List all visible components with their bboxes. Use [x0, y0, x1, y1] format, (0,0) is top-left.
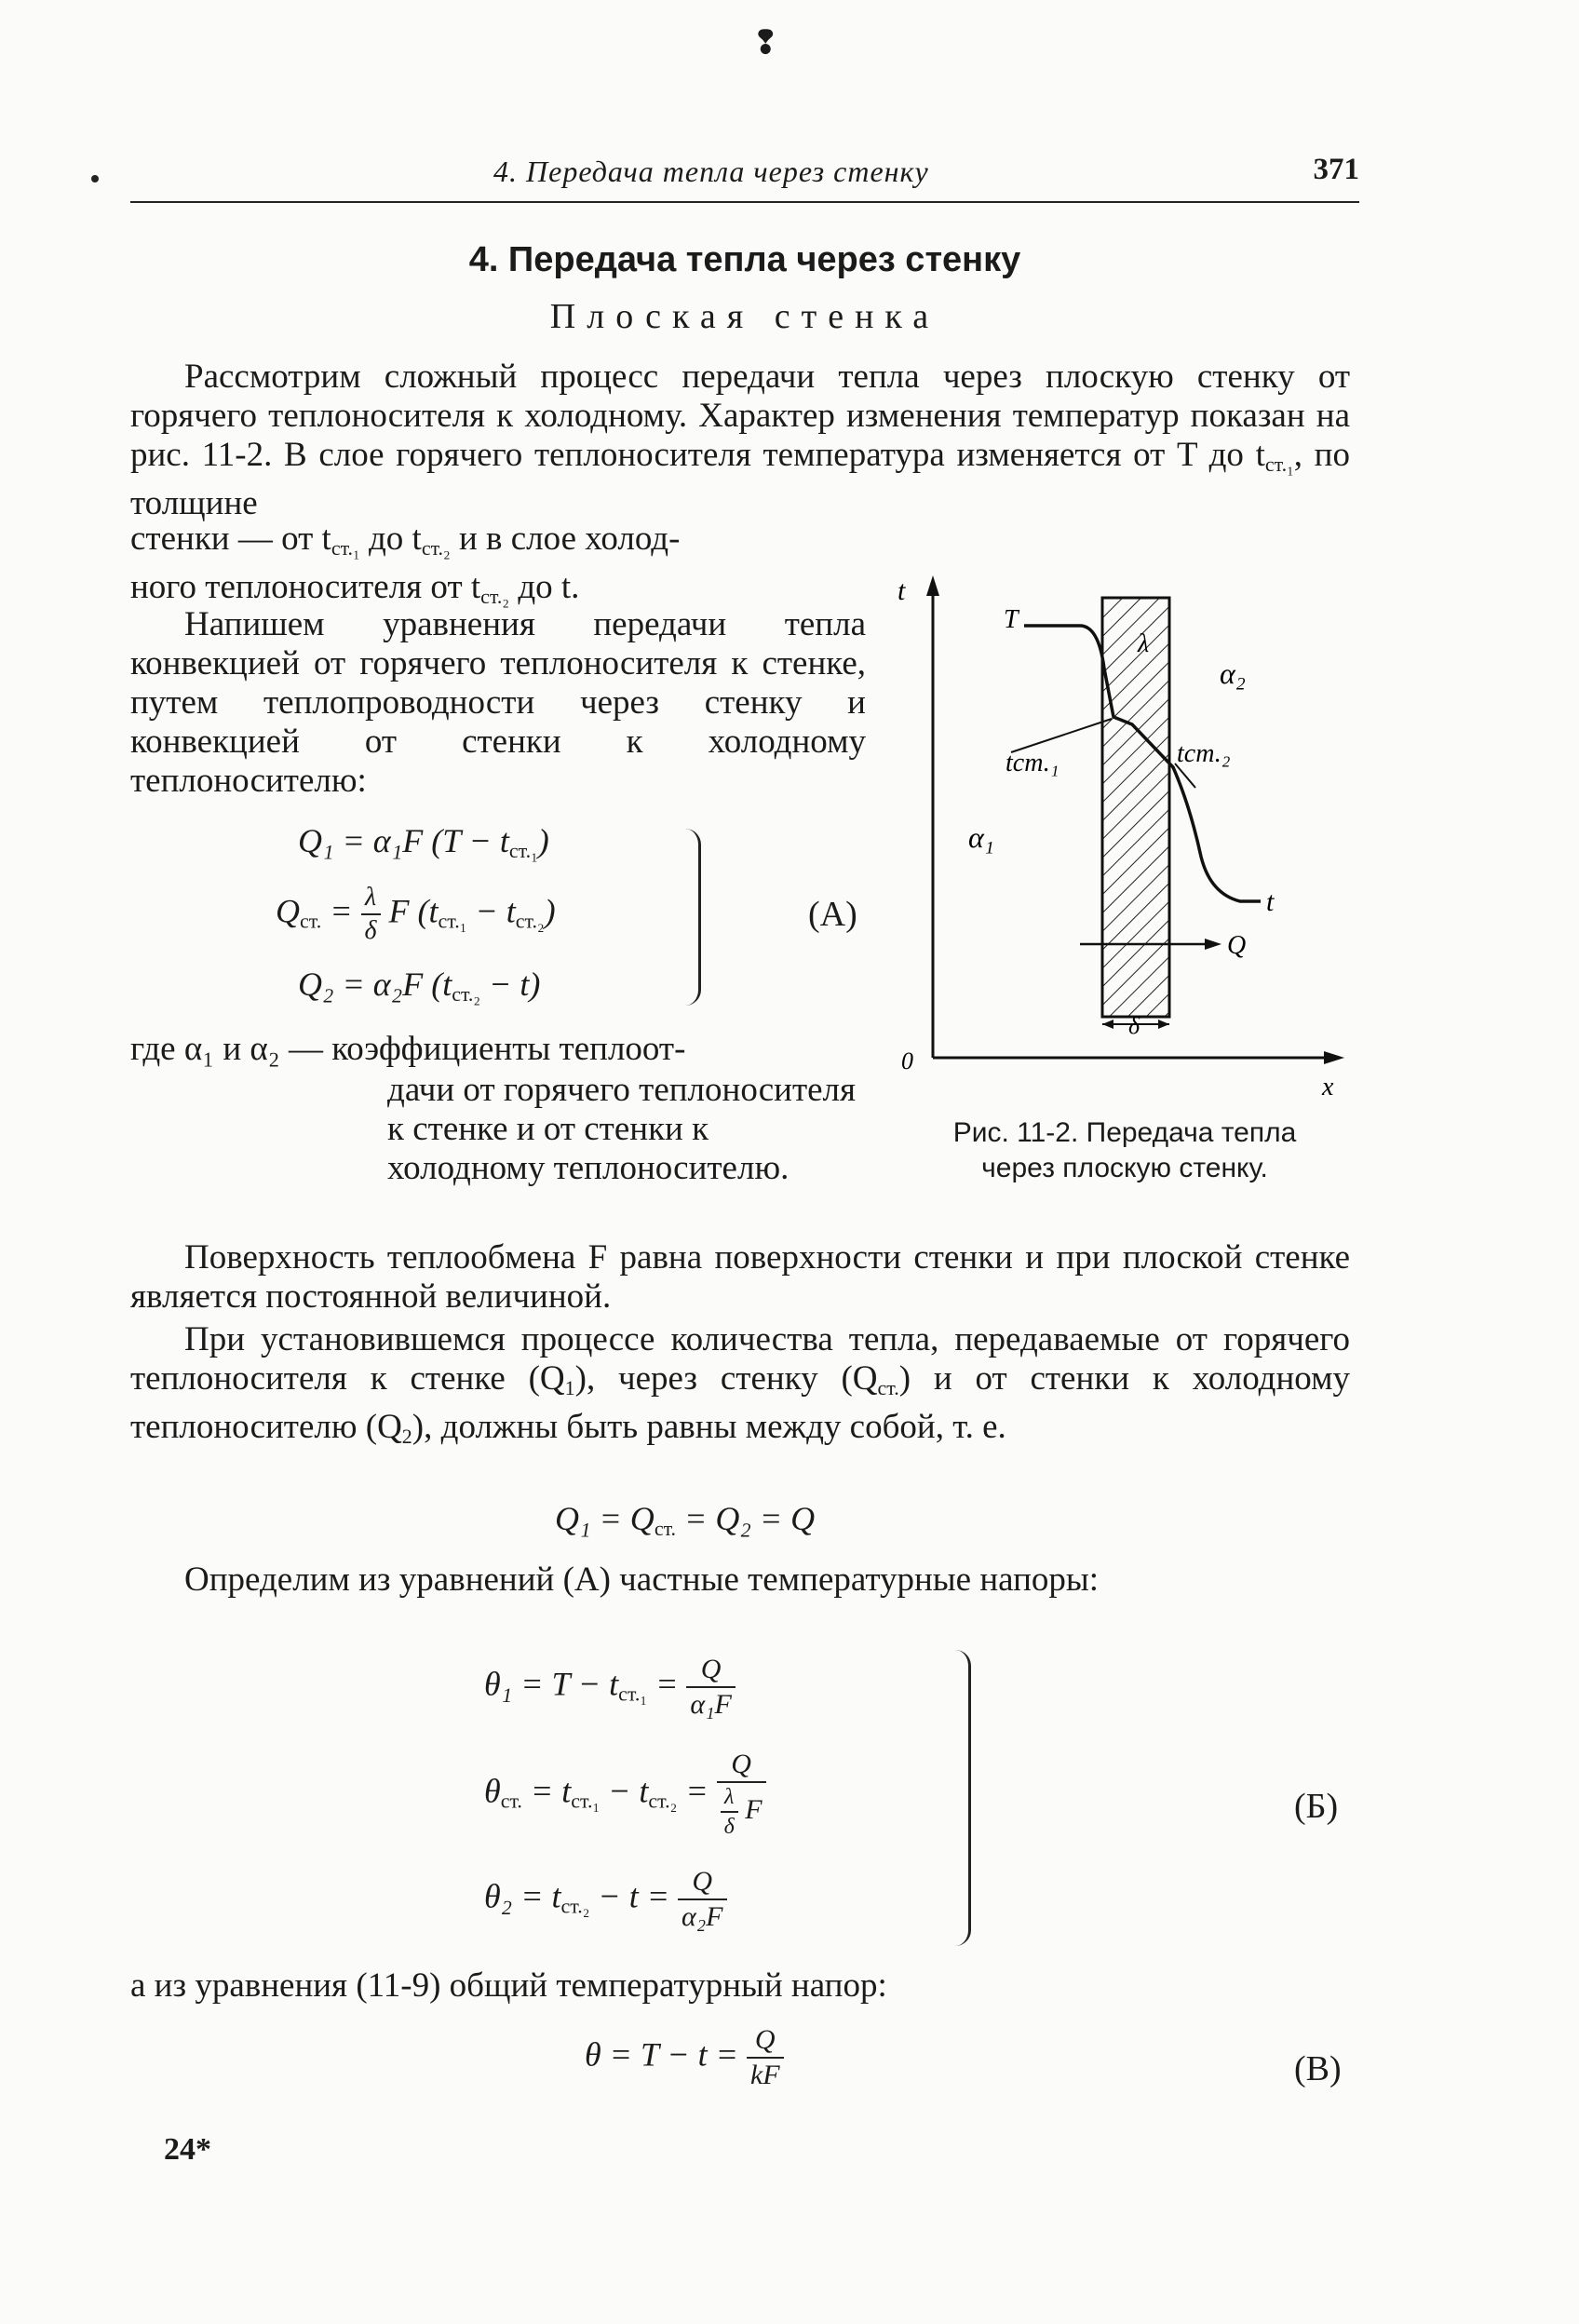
label-tst1: tст.₁ [1005, 749, 1059, 777]
margin-dot [91, 175, 99, 182]
brace-A [685, 829, 701, 1006]
where-rest: дачи от горячего теплоносителя к стенке и от стенки к холодному теплоносителю. [387, 1071, 857, 1187]
equation-theta1: $\theta_1 = T - t_{ст._1}$ = $\frac{Q}{\text{α₁F}}$ [484, 1655, 736, 1719]
label-lambda: λ [1138, 629, 1150, 658]
label-delta: δ [1128, 1012, 1140, 1039]
label-T: T [1004, 605, 1019, 634]
equation-equality: $Q_1 = Q_{ст.} = Q_2 = Q$ [555, 1500, 816, 1540]
label-alpha1: α₁ [968, 820, 994, 854]
equation-label-B: (Б) [1294, 1787, 1339, 1826]
paragraph-overall: а из уравнения (11-9) общий температурный напор: [130, 1966, 887, 2005]
equation-theta-total: θ = T − t = $\frac{Q}{kF}$ [585, 2026, 784, 2089]
equation-theta-st: $\theta_{ст.} = t_{ст._1} - t_{ст._2}$ = Q $\frac{\lambda}{\delta}$ F [484, 1750, 766, 1838]
paragraph-equations-intro: Напишем уравнения передачи тепла конвекцией от горячего теплоносителя к стенке, путем теплопроводности через стенку и конвекцией от стенки к холодному теплоносителю: [130, 605, 866, 800]
axis-x-arrow-icon [1324, 1051, 1344, 1064]
equation-label-A: (А) [808, 895, 857, 934]
section-title: 4. Передача тепла через стенку [468, 240, 1021, 279]
signature-mark: 24* [164, 2132, 211, 2167]
brace-B [955, 1650, 971, 1946]
paragraph-intro: Рассмотрим сложный процесс передачи тепла через плоскую стенку от горячего теплоносителя к холодному. Характер изменения температур показан на рис. 11-2. В слое горячего теплоносителя температура изменяется от T до $t_{ст._1}$, по толщине [130, 358, 1350, 522]
running-head [130, 149, 1359, 203]
where-lead: где α₁ и α₂ — коэффициенты теплоот- [130, 1030, 686, 1068]
paragraph-determine: Определим из уравнений (А) частные температурные напоры: [184, 1561, 1100, 1599]
delta-arrow-left-icon [1102, 1020, 1113, 1029]
label-Q: Q [1227, 931, 1247, 960]
label-axis-t: t [897, 575, 906, 606]
axis-t-arrow-icon [926, 575, 939, 596]
subsection-title: Плоская стенка [549, 297, 940, 336]
equation-q1: Q₁ = α₁F $(T - t_{ст._1})$ [298, 822, 549, 862]
paragraph-surface: Поверхность теплообмена F равна поверхности стенки и при плоской стенке является постоянной величиной. [130, 1238, 1350, 1316]
running-head-title: 4. Передача тепла через стенку [493, 155, 929, 188]
equation-theta2: $\theta_2 = t_{ст._2} - t$ = $\frac{Q}{\text{α₂F}}$ [484, 1868, 727, 1931]
label-axis-x: x [1322, 1073, 1334, 1099]
top-mark: ❢ [752, 26, 779, 61]
label-origin: 0 [901, 1047, 913, 1074]
equation-q2: Q₂ = α₂F $(t_{ст._2} - t)$ [298, 966, 541, 1006]
page-number: 371 [1313, 153, 1359, 186]
figure-caption: Рис. 11-2. Передача тепла через плоскую стенку. [952, 1117, 1297, 1183]
label-t-cold: t [1266, 886, 1275, 917]
equation-label-C: (В) [1294, 2049, 1342, 2088]
figure-heat-transfer [894, 568, 1359, 1099]
label-alpha2: α₂ [1220, 656, 1246, 690]
equation-qst: $Q_{ст.}$ = $\frac{\lambda}{\delta}$ F $(t_{ст._1} - t_{ст._2})$ [276, 883, 556, 945]
delta-arrow-right-icon [1158, 1020, 1169, 1029]
paragraph-steady-state: При установившемся процессе количества тепла, передаваемые от горячего теплоносителя к стенке $(Q_1)$, через стенку $(Q_{ст.})$ и от стенки к холодному теплоносителю $(Q_2)$, должны быть равны между собой, т. е. [130, 1320, 1350, 1448]
leader-tst1 [1011, 719, 1112, 752]
label-tst2: tст.₂ [1177, 739, 1231, 768]
wall [1102, 598, 1169, 1017]
paragraph-intro-end: стенки — от $t_{ст._1}$ до $t_{ст._2}$ и в слое холод- ного теплоносителя от $t_{ст._2}$ до t. [130, 520, 681, 608]
q-arrow-head-icon [1205, 939, 1221, 950]
